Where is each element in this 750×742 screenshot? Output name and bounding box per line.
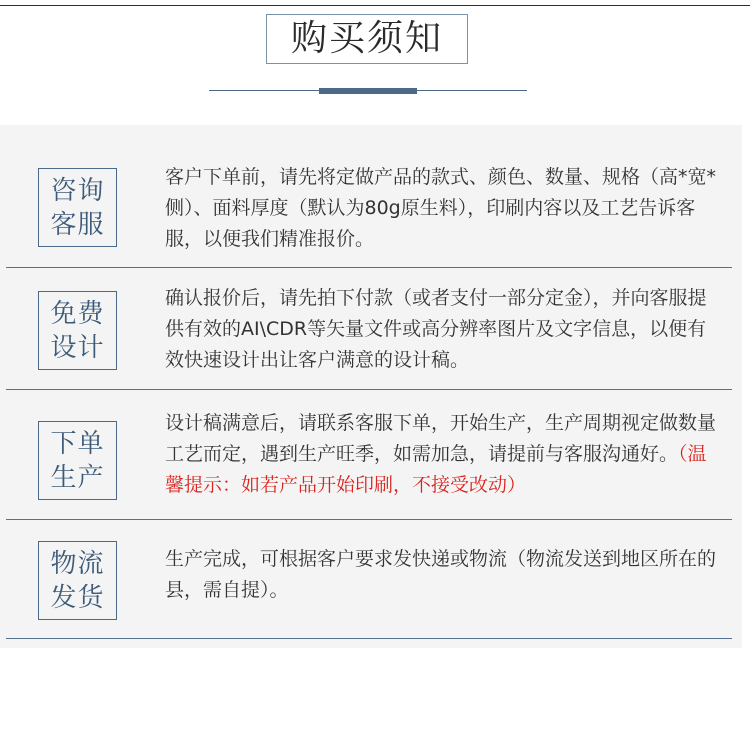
section-divider	[6, 638, 732, 639]
title-underline-accent	[319, 88, 417, 94]
section-text-order-body: 设计稿满意后，请联系客服下单，开始生产，生产周期视定做数量工艺而定，遇到生产旺季，如需加急，请提前与客服沟通好。	[165, 412, 717, 465]
section-label-consult: 咨询 客服	[38, 168, 117, 247]
section-text-design-body: 确认报价后，请先拍下付款（或者支付一部分定金），并向客服提供有效的AI\CDR等矢量文件或高分辨率图片及文字信息，以便有效快速设计出让客户满意的设计稿。	[165, 287, 707, 371]
section-label-shipping: 物流 发货	[38, 541, 117, 620]
section-text-design	[165, 283, 720, 376]
section-divider	[6, 519, 732, 520]
page-title	[266, 14, 468, 64]
section-text-shipping-body: 生产完成，可根据客户要求发快递或物流（物流发送到地区所在的县，需自提）。	[165, 548, 717, 601]
section-text-consult-body: 客户下单前，请先将定做产品的款式、颜色、数量、规格（高*宽*侧）、面料厚度（默认为80g原生料），印刷内容以及工艺告诉客服，以便我们精准报价。	[165, 166, 717, 250]
section-divider	[6, 267, 732, 268]
section-text-order	[165, 408, 720, 501]
section-text-consult	[165, 162, 720, 255]
section-label-order: 下单 生产	[38, 421, 117, 500]
notice-panel	[0, 125, 742, 648]
warning-tip: （温馨提示：如若产品开始印刷，不接受改动）	[165, 443, 707, 496]
section-divider	[6, 389, 732, 390]
page-title-text: 购买须知	[290, 18, 443, 59]
section-text-shipping	[165, 544, 720, 606]
section-label-design: 免费 设计	[38, 291, 117, 370]
top-border-line	[0, 5, 750, 6]
